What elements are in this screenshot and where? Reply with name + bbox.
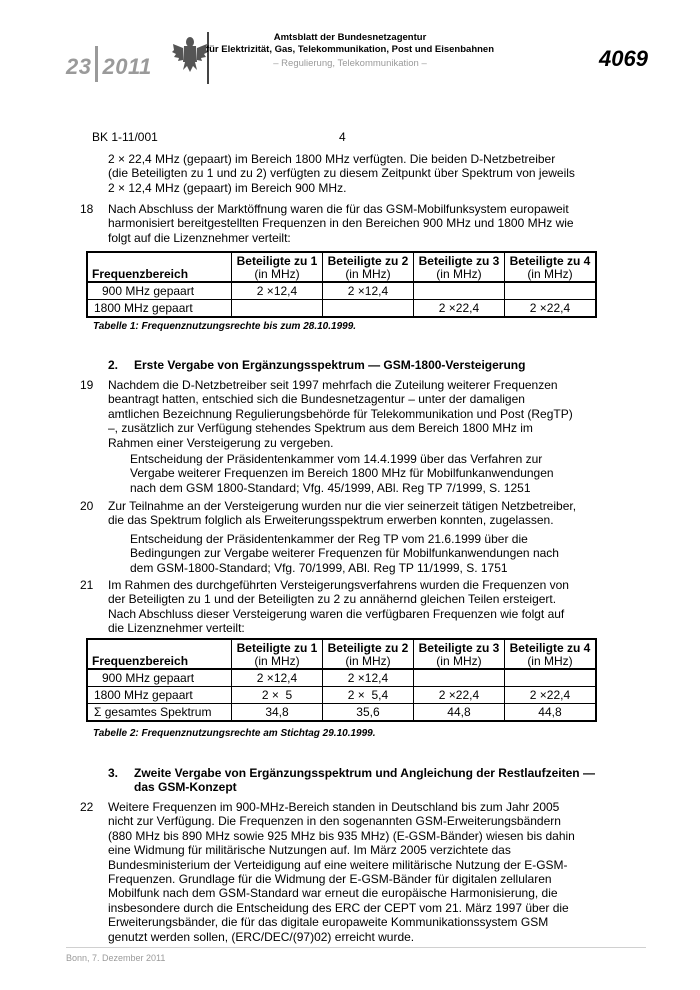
table-row: 1800 MHz gepaart 2 ×22,4 2 ×22,4 — [87, 300, 596, 318]
paragraph-21: Im Rahmen des durchgeführten Versteigerungsverfahrens wurden die Frequenzen von der Beteiligten zu 1 und der Beteiligten zu 2 zu annähernd gleichen Teilen ersteigert. Nach Abschluss dieser Versteigerung waren die verfügbaren Frequenzen wie folgt auf die Lizenznehmer verteilt: — [108, 578, 569, 636]
paragraph-19: Nachdem die D-Netzbetreiber seit 1997 mehrfach die Zuteilung weiterer Frequenzen beantragt hatten, entschied sich die Bundesnetzagentur – unter der damaligen amtlichen Bezeichnung Regulierungsbehörde für Telekommunikation und Post (RegTP) –, zusätzlich zur Verfügung stehendes Spektrum aus dem Bereich 1800 MHz im Rahmen einer Versteigerung zu vergeben. — [108, 378, 573, 450]
col-header-frequency: Frequenzbereich — [87, 639, 232, 669]
frequency-table-1 — [86, 251, 597, 318]
section-2-heading: 2. Erste Vergabe von Ergänzungsspektrum — GSM-1800-Versteigerung — [108, 358, 526, 372]
col-header-frequency: Frequenzbereich — [87, 252, 232, 282]
frequency-table-2 — [86, 638, 597, 722]
col-header-party-2: Beteiligte zu 2 (in MHz) — [322, 639, 413, 669]
case-reference: BK 1-11/001 — [92, 130, 158, 144]
issue-number: 23 2011 — [66, 46, 152, 82]
col-header-party-4: Beteiligte zu 4 (in MHz) — [504, 252, 596, 282]
table-total-row: Σ gesamtes Spektrum 34,8 35,6 44,8 44,8 — [87, 704, 596, 722]
para-number-20: 20 — [80, 499, 94, 513]
col-header-party-3: Beteiligte zu 3 (in MHz) — [413, 639, 504, 669]
internal-page-number: 4 — [339, 130, 346, 144]
paragraph-18: Nach Abschluss der Marktöffnung waren die für das GSM-Mobilfunksystem europaweit harmonisiert bereitgestellten Frequenzen in den Bereichen 900 MHz und 1800 MHz wie folgt auf die Lizenznehmer verteilt: — [108, 202, 574, 245]
para-number-22: 22 — [80, 800, 94, 814]
intro-paragraph: 2 × 22,4 MHz (gepaart) im Bereich 1800 MHz verfügten. Die beiden D-Netzbetreiber (die Beteiligten zu 1 und zu 2) verfügten zu diesem Zeitpunkt über Spektrum von jeweils 2 × 12,4 MHz (gepaart) im Bereich 900 MHz. — [108, 152, 575, 195]
footer-date: Bonn, 7. Dezember 2011 — [66, 953, 166, 963]
para-number-18: 18 — [80, 202, 94, 216]
paragraph-22: Weitere Frequenzen im 900-MHz-Bereich standen in Deutschland bis zum Jahr 2005 nicht zur Verfügung. Die Frequenzen in den sogenannten GSM-Erweiterungsbändern (880 MHz bis 890 MHz sowie 925 MHz bis 935 MHz) (E-GSM-Bänder) wiesen bis dahin eine Widmung für militärische Nutzungen auf. Im März 2005 verzichtete das Bundesministerium der Verteidigung auf eine weitere militärische Nutzung der E-GSM-Frequenzen. Grundlage für die Widmung der E-GSM-Bänder für digitalen zellularen Mobilfunk nach dem GSM-Standard war erneut die europäische Harmonisierung, die insbesondere durch die Entscheidung des ERC der CEPT vom 21. März 1997 über die Erweiterungsbänder, die für das digitale europaweite Kommunikationssystem GSM genutzt werden sollen, (ERC/DEC/(97)02) erreicht wurde. — [108, 800, 575, 944]
table-2-caption: Tabelle 2: Frequenznutzungsrechte am Stichtag 29.10.1999. — [93, 728, 376, 739]
citation-20: Entscheidung der Präsidentenkammer der Reg TP vom 21.6.1999 über die Bedingungen zur Vergabe weiterer Frequenzen für Mobilfunkanwendungen nach dem GSM-1800-Standard; Vfg. 70/1999, ABl. Reg TP 11/1999, S. 1751 — [130, 532, 559, 575]
table-header-row — [87, 252, 596, 282]
para-number-21: 21 — [80, 578, 94, 592]
para-number-19: 19 — [80, 378, 94, 392]
publication-title: Amtsblatt der Bundesnetzagentur für Elektrizität, Gas, Telekommunikation, Post und Eisenbahnen — [205, 32, 495, 55]
table-row: 900 MHz gepaart 2 ×12,4 2 ×12,4 — [87, 282, 596, 300]
table-1-caption: Tabelle 1: Frequenznutzungsrechte bis zum 28.10.1999. — [93, 321, 357, 332]
footer-divider — [66, 947, 646, 948]
col-header-party-1: Beteiligte zu 1 (in MHz) — [232, 252, 323, 282]
page-number: 4069 — [599, 46, 648, 71]
section-3-heading: 3. Zweite Vergabe von Ergänzungsspektrum und Angleichung der Restlaufzeiten — das GSM-Konzept — [108, 766, 595, 795]
col-header-party-4: Beteiligte zu 4 (in MHz) — [504, 639, 596, 669]
citation-19: Entscheidung der Präsidentenkammer vom 14.4.1999 über das Verfahren zur Vergabe weiterer Frequenzen im Bereich 1800 MHz für Mobilfunkanwendungen nach dem GSM 1800-Standard; Vfg. 45/1999, ABl. Reg TP 7/1999, S. 1251 — [130, 452, 554, 495]
table-row: 900 MHz gepaart 2 ×12,4 2 ×12,4 — [87, 669, 596, 687]
paragraph-20: Zur Teilnahme an der Versteigerung wurden nur die vier seinerzeit tätigen Netzbetreiber, die das Spektrum folglich als Erweiterungsspektrum erwerben konnten, zugelassen. — [108, 499, 577, 528]
col-header-party-3: Beteiligte zu 3 (in MHz) — [413, 252, 504, 282]
section-label: – Regulierung, Telekommunikation – — [273, 58, 427, 69]
table-header-row — [87, 639, 596, 669]
col-header-party-1: Beteiligte zu 1 (in MHz) — [232, 639, 323, 669]
col-header-party-2: Beteiligte zu 2 (in MHz) — [322, 252, 413, 282]
table-row: 1800 MHz gepaart 2 × 5 2 × 5,4 2 ×22,4 2 ×22,4 — [87, 687, 596, 704]
